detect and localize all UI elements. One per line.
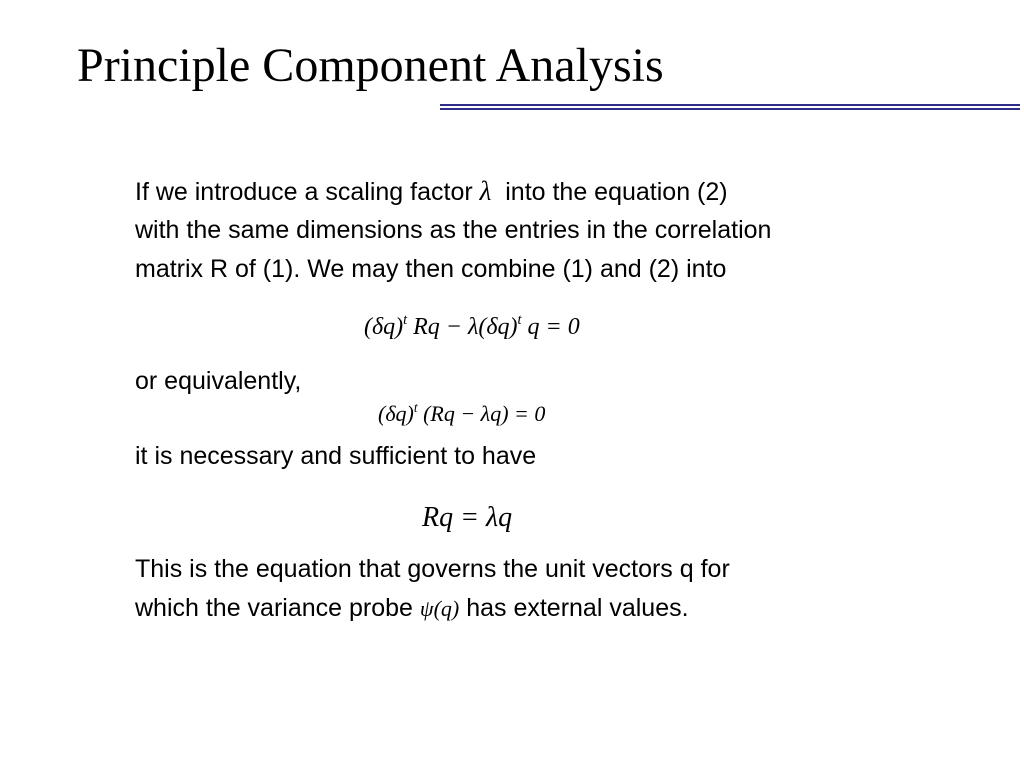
title-underline-upper xyxy=(440,104,1020,106)
equation-eigenvalue: Rq = λq xyxy=(422,502,513,533)
intro-text-before-lambda: If we introduce a scaling factor xyxy=(135,178,473,206)
equation-1-transpose-b: t xyxy=(517,311,522,328)
equation-1-transpose-a: t xyxy=(403,311,408,328)
title-underline-lower xyxy=(440,108,1020,110)
paragraph-intro-line-2: with the same dimensions as the entries in the correlation xyxy=(135,216,772,244)
equation-1-part-b: Rq − λ(δq) xyxy=(407,314,518,340)
paragraph-intro-line-1 xyxy=(135,172,728,212)
equation-2-transpose: t xyxy=(413,399,418,415)
paragraph-equivalently: or equivalently, xyxy=(135,367,302,395)
lambda-symbol: λ xyxy=(479,176,492,206)
equation-2-part-b: (Rq − λq) = 0 xyxy=(417,401,546,426)
equation-combined xyxy=(364,309,580,345)
equation-1-part-c: q = 0 xyxy=(521,314,580,340)
paragraph-necessary-sufficient: it is necessary and sufficient to have xyxy=(135,442,537,470)
title-underline-divider xyxy=(440,104,1020,111)
slide-title: Principle Component Analysis xyxy=(77,39,664,92)
equation-equivalent xyxy=(378,398,545,430)
paragraph-intro-line-3: matrix R of (1). We may then combine (1) and (2) into xyxy=(135,255,727,283)
conclusion-text-before-psi: which the variance probe xyxy=(135,594,413,622)
conclusion-text-after-psi: has external values. xyxy=(466,594,689,622)
paragraph-conclusion-line-1: This is the equation that governs the unit vectors q for xyxy=(135,555,730,583)
intro-text-after-lambda: into the equation (2) xyxy=(505,178,728,206)
equation-1-part-a: (δq) xyxy=(364,314,404,340)
paragraph-conclusion-line-2 xyxy=(135,589,689,628)
equation-2-part-a: (δq) xyxy=(378,401,414,426)
variance-probe-psi: ψ(q) xyxy=(419,596,460,621)
